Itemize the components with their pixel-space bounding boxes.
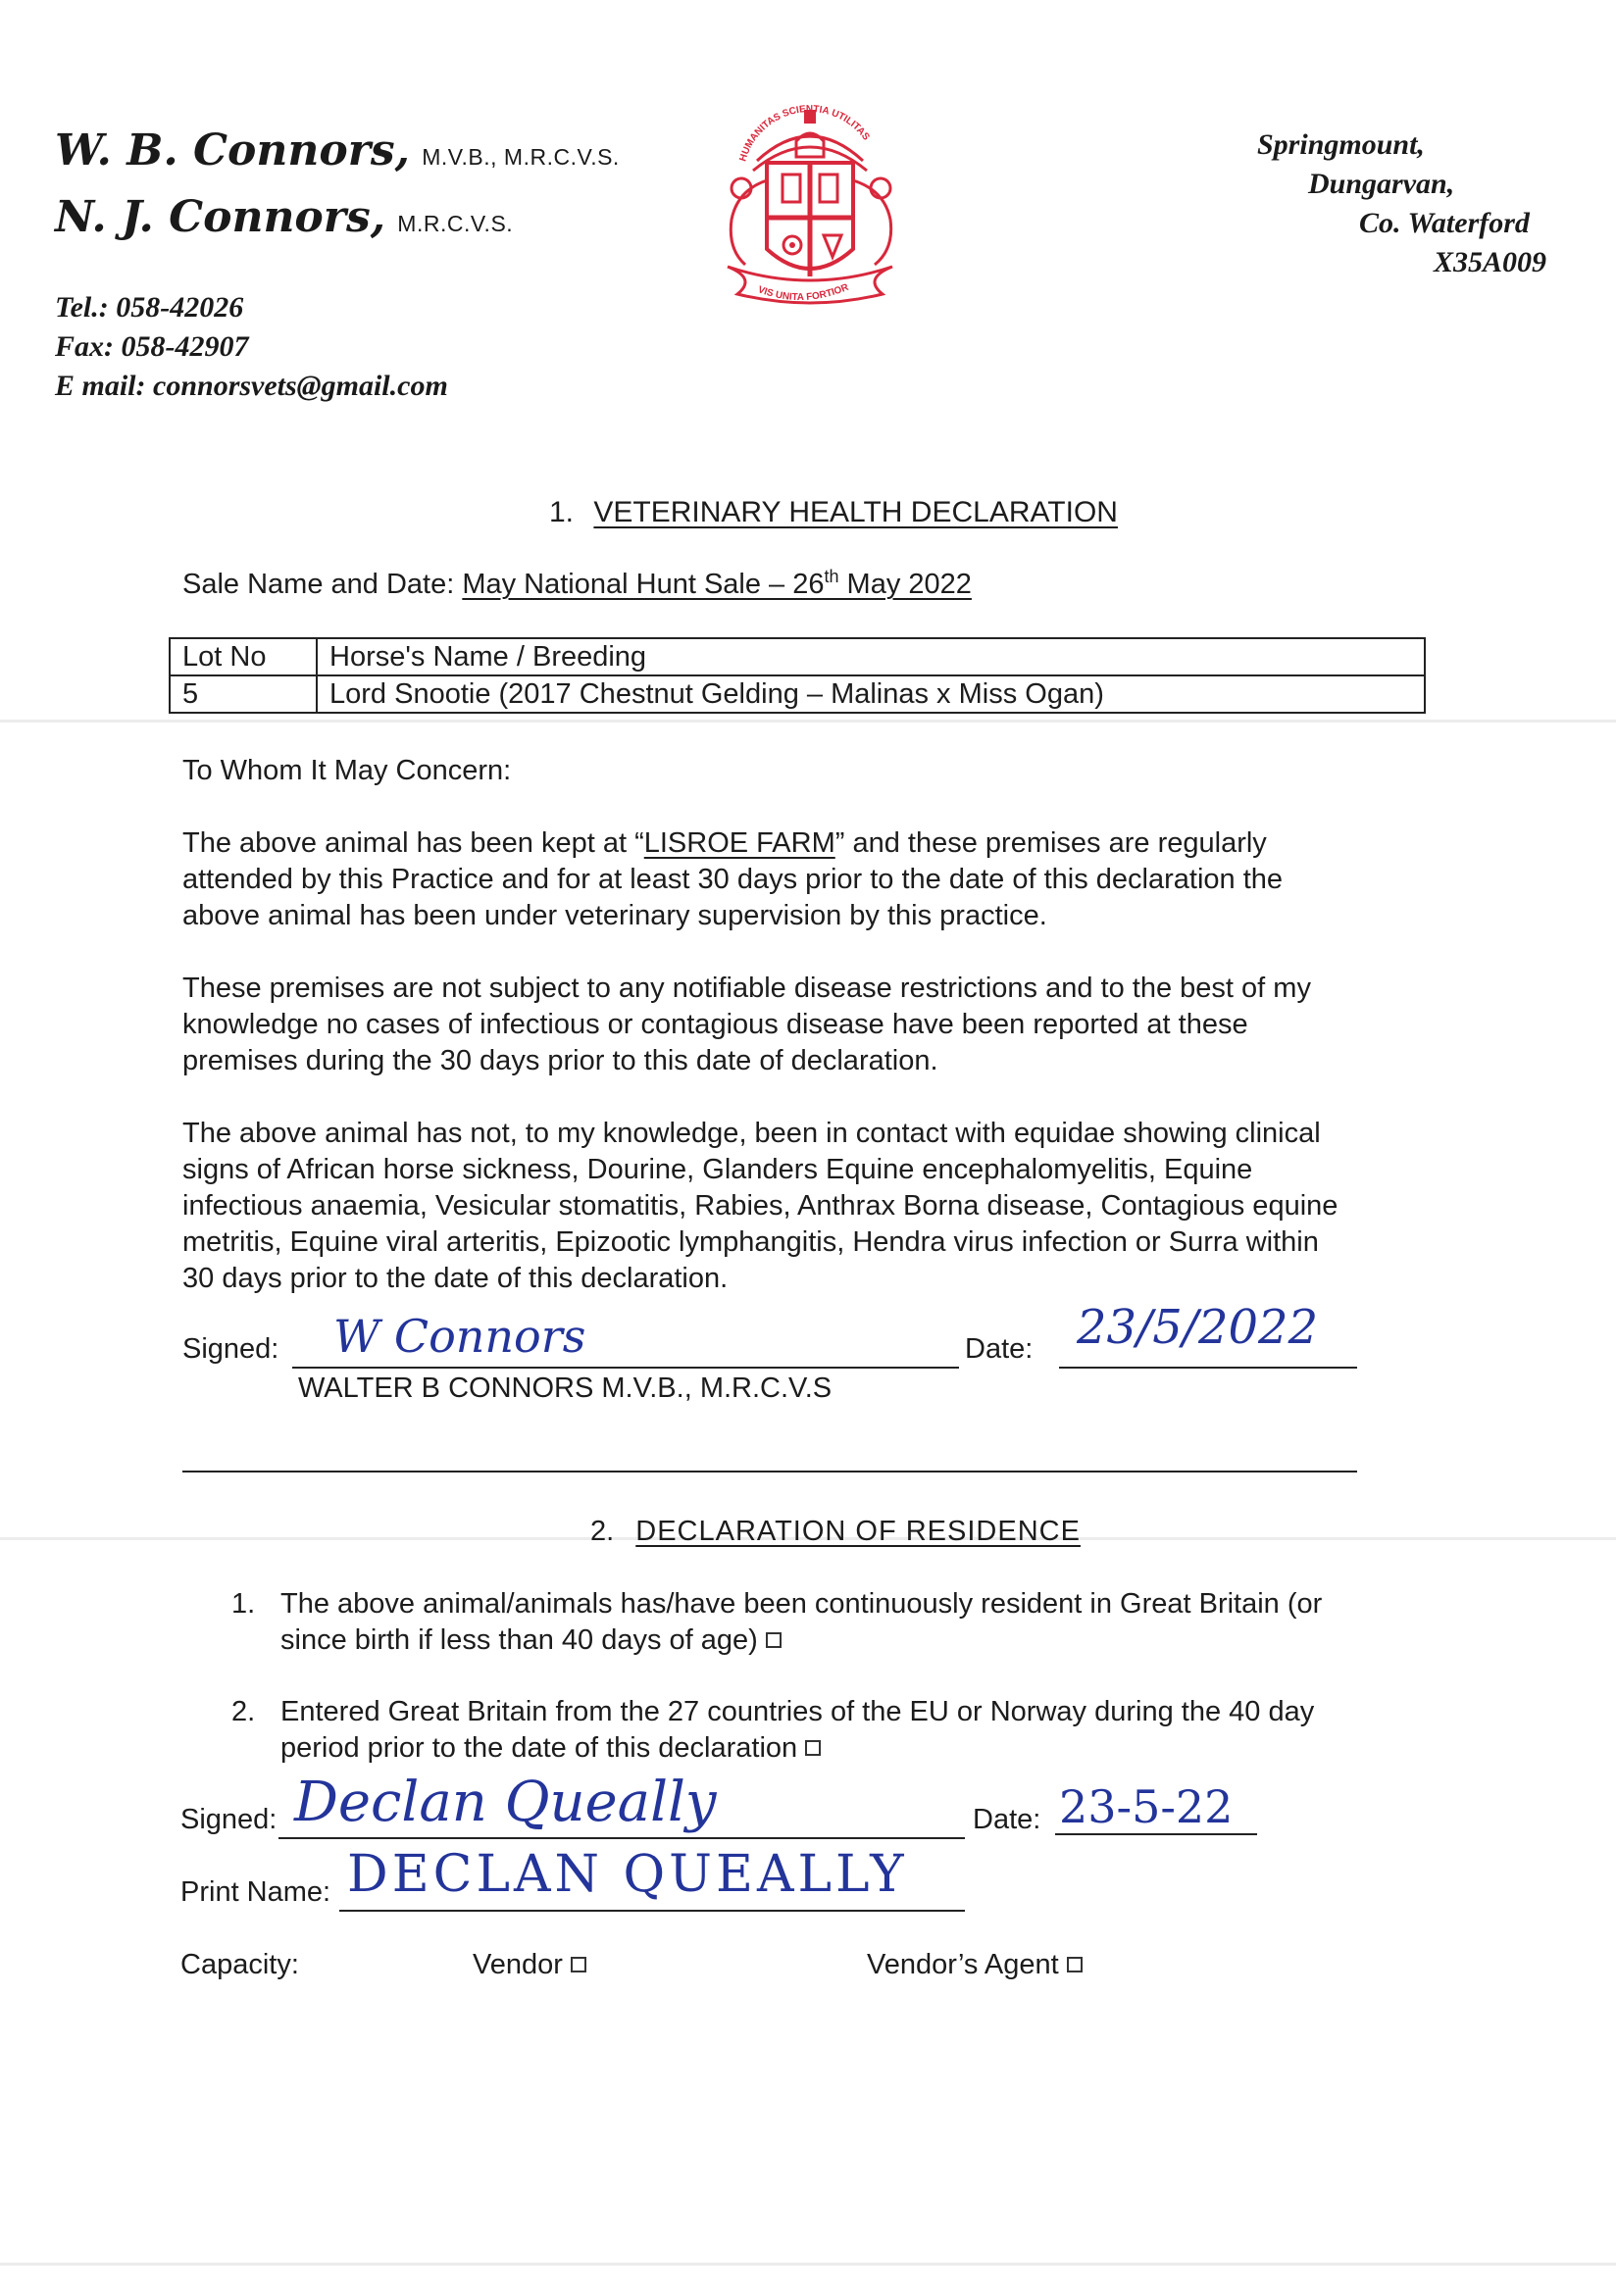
- signatory-name: WALTER B CONNORS M.V.B., M.R.C.V.S: [298, 1373, 833, 1404]
- signed-label-2: Signed:: [180, 1804, 278, 1835]
- section1-title: VETERINARY HEALTH DECLARATION: [593, 496, 1118, 528]
- residence-item-2: Entered Great Britain from the 27 countries of the EU or Norway during the 40 day period prior to the date of this declaration: [280, 1696, 1315, 1764]
- paragraph-3: The above animal has not, to my knowledge, been in contact with equidae showing clinical signs of African horse sickness, Dourine, Glanders Equine encephalomyelitis, Equine infectious anaemia, Vesicular stomatitis, Rabies, Anthrax Borna disease, Contagious equine metritis, Equine viral arteritis, Epizootic lymphangitis, Hendra virus infection or Surra within 30 days prior to the date of this declaration.: [182, 1118, 1338, 1294]
- item2-number: 2.: [231, 1696, 256, 1727]
- checkbox-vendor[interactable]: [571, 1957, 586, 1972]
- cell-lot-no: 5: [170, 675, 317, 713]
- sale-line: [182, 567, 972, 603]
- crest-icon: [698, 102, 922, 318]
- signature-line-2: [278, 1837, 965, 1839]
- section1-heading: [549, 494, 1118, 530]
- checkbox-entered-gb[interactable]: [805, 1740, 821, 1756]
- scan-artifact: [0, 2263, 1616, 2266]
- address-line: X35A009: [1434, 246, 1547, 278]
- date-handwritten-2: 23-5-22: [1059, 1780, 1234, 1833]
- print-name-line: [339, 1910, 965, 1912]
- section2-heading: [590, 1514, 1081, 1550]
- contact-block: [55, 288, 448, 406]
- vet2-line: [55, 192, 513, 242]
- farm-name: LISROE FARM: [643, 827, 835, 859]
- sale-value: May National Hunt Sale – 26th May 2022: [462, 567, 972, 600]
- table-row: [170, 675, 1425, 713]
- vendor-signature: Declan Queally: [294, 1771, 717, 1834]
- practice-address: [1257, 125, 1546, 282]
- capacity-label: Capacity:: [180, 1949, 299, 1980]
- svg-text:VIS UNITA FORTIOR: VIS UNITA FORTIOR: [756, 281, 851, 304]
- email: E mail: connorsvets@gmail.com: [55, 370, 448, 402]
- date-label: Date:: [965, 1333, 1034, 1365]
- date-line-2: [1055, 1833, 1257, 1835]
- vendor-option: Vendor: [473, 1947, 586, 1983]
- telephone: Tel.: 058-42026: [55, 291, 244, 324]
- signature-line: [292, 1367, 959, 1369]
- vet1-name: W. B. Connors,: [55, 125, 410, 175]
- header-lot-no: Lot No: [170, 638, 317, 675]
- item1-number: 1.: [231, 1588, 256, 1620]
- date-handwritten: 23/5/2022: [1077, 1300, 1319, 1355]
- header-horse-name: Horse's Name / Breeding: [317, 638, 1425, 675]
- print-name-handwritten: DECLAN QUEALLY: [347, 1845, 908, 1904]
- section1-number: 1.: [549, 496, 575, 528]
- section2-number: 2.: [590, 1516, 615, 1547]
- cell-horse-name: Lord Snootie (2017 Chestnut Gelding – Malinas x Miss Ogan): [317, 675, 1425, 713]
- lot-table: [169, 637, 1426, 714]
- checkbox-vendors-agent[interactable]: [1067, 1957, 1083, 1972]
- crest-logo: [698, 102, 922, 318]
- address-line: Springmount,: [1257, 128, 1425, 161]
- vet2-quals: M.R.C.V.S.: [397, 211, 514, 236]
- date-line: [1059, 1367, 1357, 1369]
- salutation: To Whom It May Concern:: [182, 755, 512, 786]
- vet1-quals: M.V.B., M.R.C.V.S.: [422, 144, 620, 170]
- fax: Fax: 058-42907: [55, 330, 249, 363]
- print-name-label: Print Name:: [180, 1876, 331, 1908]
- paragraph-1: The above animal has been kept at “LISROE FARM” and these premises are regularly attended by this Practice and for at least 30 days prior to the date of this declaration the above animal has been under veterinary supervision by this practice.: [182, 827, 1284, 931]
- vet-signature: W Connors: [333, 1310, 586, 1363]
- address-line: Dungarvan,: [1308, 168, 1455, 200]
- address-line: Co. Waterford: [1359, 207, 1530, 239]
- checkbox-resident[interactable]: [766, 1632, 782, 1648]
- signed-label: Signed:: [182, 1333, 279, 1365]
- paragraph-2: These premises are not subject to any notifiable disease restrictions and to the best of my knowledge no cases of infectious or contagious disease have been reported at these premises during the 30 days prior to this date of declaration.: [182, 973, 1311, 1076]
- vet2-name: N. J. Connors,: [55, 192, 386, 242]
- svg-text:HUMANITAS SCIENTIA UTILITAS: HUMANITAS SCIENTIA UTILITAS: [737, 103, 872, 164]
- scan-artifact: [0, 720, 1616, 723]
- agent-option: Vendor’s Agent: [867, 1947, 1083, 1983]
- date-label-2: Date:: [973, 1804, 1041, 1835]
- section2-title: DECLARATION OF RESIDENCE: [635, 1516, 1081, 1547]
- residence-item-1: The above animal/animals has/have been continuously resident in Great Britain (or since birth if less than 40 days of age): [280, 1588, 1323, 1656]
- sale-label: Sale Name and Date:: [182, 569, 463, 600]
- divider-line: [182, 1471, 1357, 1472]
- vet1-line: [55, 125, 620, 175]
- table-header-row: [170, 638, 1425, 675]
